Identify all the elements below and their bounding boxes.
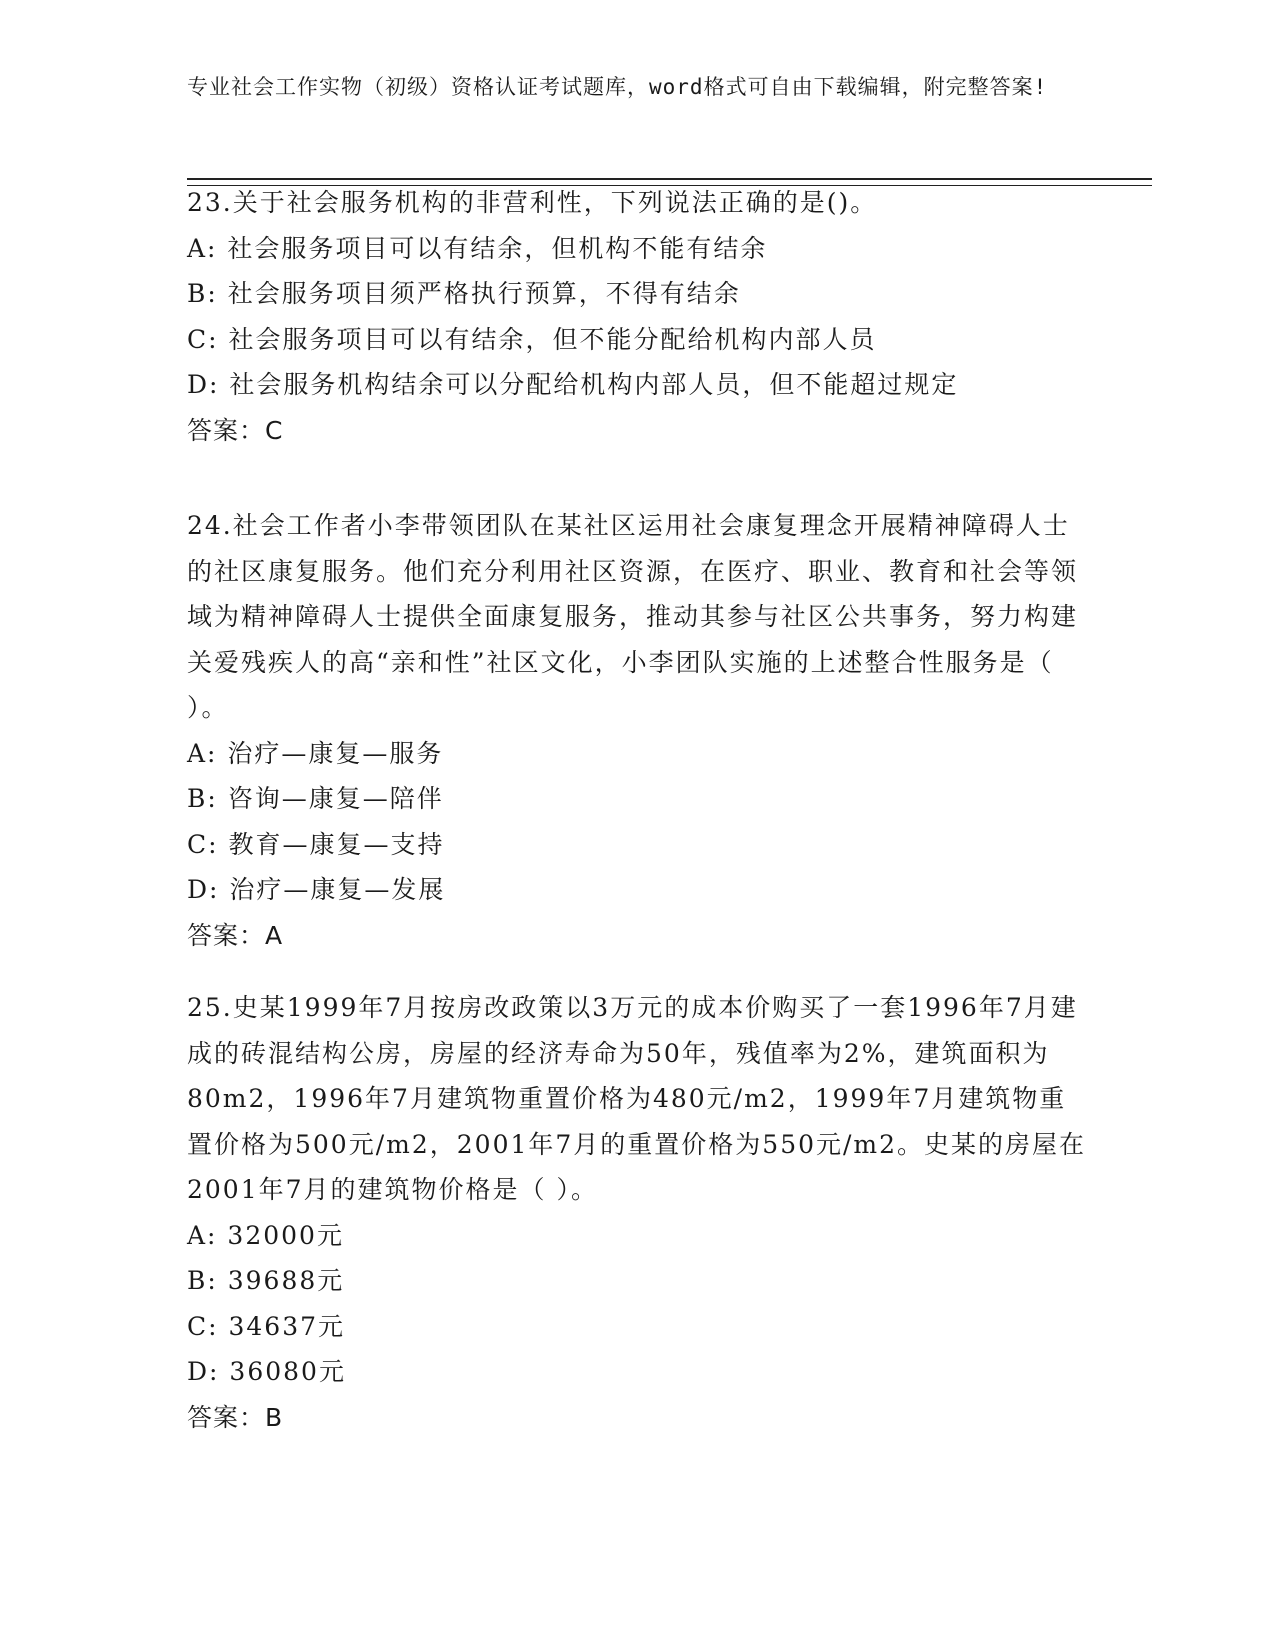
option-b: B: 咨询—康复—陪伴 [187,784,444,813]
option-d: D: 36080元 [187,1357,346,1386]
option-a: A: 治疗—康复—服务 [187,738,444,768]
document-header [187,72,1067,102]
question-24 [187,503,1087,959]
question-stem: 24.社会工作者小李带领团队在某社区运用社会康复理念开展精神障碍人士的社区康复服务。他们充分利用社区资源，在医疗、职业、教育和社会等领域为精神障碍人士提供全面康复服务，推动其参与社区公共事务，努力构建关爱残疾人的高“亲和性”社区文化，小李团队实施的上述整合性服务是（ ）。 [187,511,1079,722]
option-c: C: 教育—康复—支持 [187,829,445,859]
answer: 答案：B [187,1402,284,1432]
option-b: B: 39688元 [187,1266,345,1295]
option-c: C: 社会服务项目可以有结余，但不能分配给机构内部人员 [187,324,877,354]
answer: 答案：C [187,415,284,445]
question-stem: 25.史某1999年7月按房改政策以3万元的成本价购买了一套1996年7月建成的砖混结构公房，房屋的经济寿命为50年，残值率为2%，建筑面积为80m2，1996年7月建筑物重置价格为480元/m2，1999年7月建筑物重置价格为500元/m2，2001年7月的重置价格为550元/m2。史某的房屋在2001年7月的建筑物价格是（ ）。 [187,993,1087,1204]
question-stem: 23.关于社会服务机构的非营利性，下列说法正确的是()。 [187,188,878,217]
question-23 [187,180,1087,454]
option-d: D: 治疗—康复—发展 [187,875,446,904]
question-25 [187,985,1087,1441]
header-text: 专业社会工作实物（初级）资格认证考试题库，word格式可自由下载编辑，附完整答案! [187,75,1048,99]
answer: 答案：A [187,920,284,950]
option-d: D: 社会服务机构结余可以分配给机构内部人员，但不能超过规定 [187,370,959,399]
option-c: C: 34637元 [187,1311,346,1341]
option-b: B: 社会服务项目须严格执行预算，不得有结余 [187,279,741,308]
option-a: A: 32000元 [187,1220,344,1250]
option-a: A: 社会服务项目可以有结余，但机构不能有结余 [187,233,768,263]
